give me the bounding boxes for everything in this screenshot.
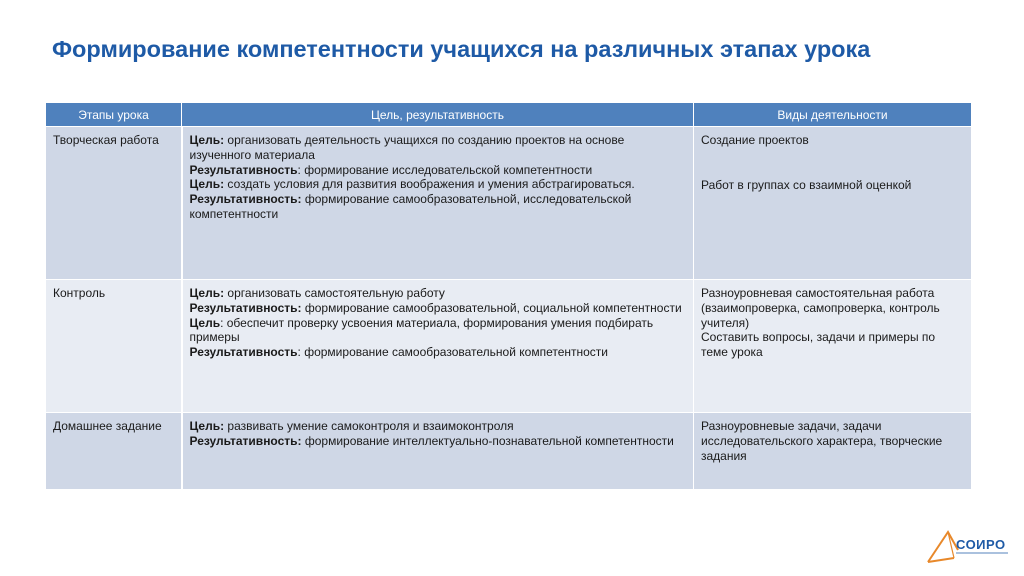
activity-item: Работ в группах со взаимной оценкой	[701, 177, 912, 192]
goal-line	[190, 177, 687, 192]
logo-text: СОИРО	[956, 537, 1006, 552]
result-line	[190, 192, 687, 222]
goal-text: развивать умение самоконтроля и взаимоконтроля	[224, 419, 514, 433]
stage-cell	[46, 413, 182, 490]
result-text: формирование интеллектуально-познавательной компетентности	[301, 433, 674, 448]
competence-table	[45, 102, 972, 490]
goal-label: Цель:	[189, 286, 225, 300]
result-text: формирование самообразовательной, исследовательской компетентности	[189, 192, 632, 221]
activity-item: Разноуровневая самостоятельная работа (взаимопроверка, самопроверка, контроль учителя)	[701, 286, 940, 330]
goal-line	[190, 419, 687, 434]
header-goal-result: Цель, результативность	[182, 103, 694, 127]
table-header-row	[46, 103, 972, 127]
header-stages: Этапы урока	[46, 103, 182, 127]
activities-cell	[694, 280, 972, 413]
goal-label: Цель	[189, 315, 221, 330]
goals-cell	[182, 413, 694, 490]
goal-line	[190, 286, 687, 301]
result-text: формирование самообразовательной, социальной компетентности	[301, 300, 682, 315]
result-line	[190, 434, 687, 449]
table-row	[46, 280, 972, 413]
goal-label: Цель:	[189, 419, 225, 433]
activity-item: Создание проектов	[701, 133, 809, 147]
goal-text: : обеспечит проверку усвоения материала, формирования умения подбирать примеры	[189, 315, 654, 345]
goal-text: создать условия для развития воображения и умения абстрагироваться.	[224, 177, 635, 192]
goal-text: организовать самостоятельную работу	[224, 286, 445, 300]
result-line	[190, 301, 687, 316]
activities-cell	[694, 413, 972, 490]
goals-cell	[182, 127, 694, 280]
result-label: Результативность	[189, 345, 298, 360]
result-text: : формирование самообразовательной компетентности	[297, 345, 609, 360]
goal-line	[190, 316, 687, 346]
stage-cell	[46, 127, 182, 280]
result-line	[190, 345, 687, 360]
result-label: Результативность:	[189, 192, 302, 207]
page-title: Формирование компетентности учащихся на различных этапах урока	[52, 36, 871, 62]
result-label: Результативность:	[189, 433, 302, 448]
goals-cell	[182, 280, 694, 413]
result-line	[190, 163, 687, 178]
activity-item: Составить вопросы, задачи и примеры по теме урока	[701, 330, 936, 360]
goal-label: Цель:	[189, 133, 225, 147]
table-row	[46, 127, 972, 280]
stage-name: Творческая работа	[53, 133, 159, 147]
table-row	[46, 413, 972, 490]
result-text: : формирование исследовательской компетентности	[297, 162, 593, 177]
goal-label: Цель:	[189, 177, 225, 192]
result-label: Результативность:	[189, 300, 302, 315]
goal-text: организовать деятельность учащихся по созданию проектов на основе изученного материала	[189, 133, 625, 162]
stage-name: Домашнее задание	[53, 419, 162, 433]
stage-name: Контроль	[53, 286, 106, 300]
header-activities: Виды деятельности	[694, 103, 972, 127]
activity-item: Разноуровневые задачи, задачи исследовательского характера, творческие задания	[701, 419, 943, 463]
activities-cell	[694, 127, 972, 280]
stage-cell	[46, 280, 182, 413]
result-label: Результативность	[189, 162, 298, 177]
goal-line	[190, 133, 687, 163]
